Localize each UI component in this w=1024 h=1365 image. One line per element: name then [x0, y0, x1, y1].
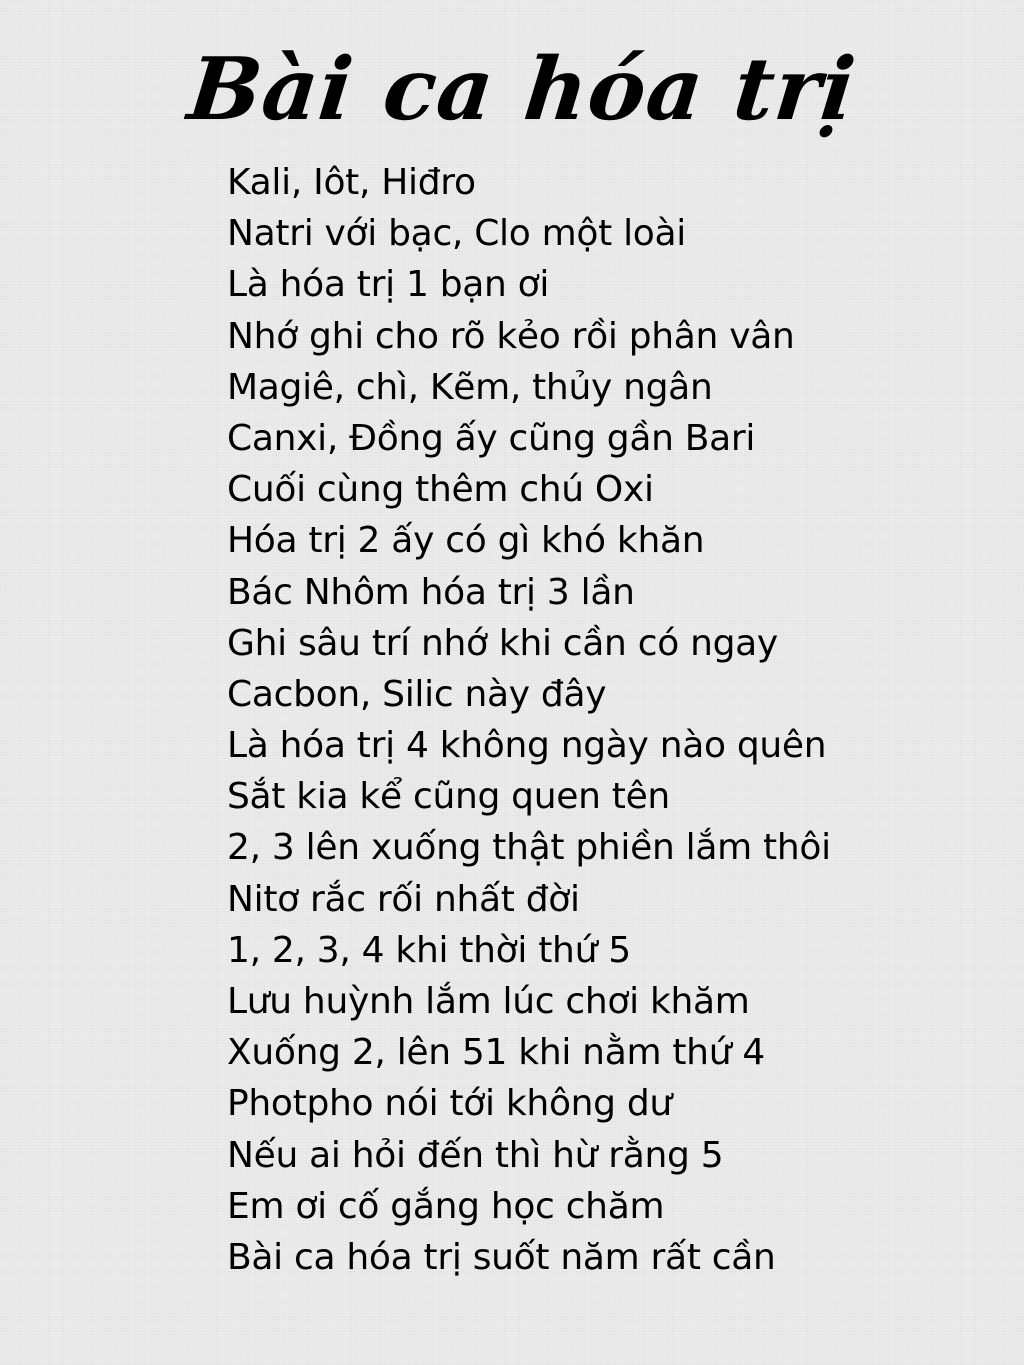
poem-line: Cacbon, Silic này đây: [227, 673, 607, 715]
poem-line: 1, 2, 3, 4 khi thời thứ 5: [227, 929, 631, 971]
poem-line: Là hóa trị 1 bạn ơi: [227, 264, 550, 306]
poem-line: Xuống 2, lên 51 khi nằm thứ 4: [227, 1032, 765, 1074]
poem-line: Em ơi cố gắng học chăm: [227, 1185, 665, 1227]
poem-line: Kali, Iôt, Hiđro: [227, 162, 476, 203]
poem-line: Cuối cùng thêm chú Oxi: [227, 469, 654, 511]
poem-line: Lưu huỳnh lắm lúc chơi khăm: [227, 981, 750, 1022]
poem-line: Nhớ ghi cho rõ kẻo rồi phân vân: [227, 315, 795, 357]
poem-line: Bài ca hóa trị suốt năm rất cần: [227, 1236, 776, 1278]
poem-line: Natri với bạc, Clo một loài: [227, 213, 686, 255]
poem-line: 2, 3 lên xuống thật phiền lắm thôi: [227, 827, 831, 869]
poem-line: Ghi sâu trí nhớ khi cần có ngay: [227, 622, 778, 664]
poem-body: [227, 157, 831, 1283]
poem-line: Là hóa trị 4 không ngày nào quên: [227, 725, 827, 767]
poem-line: Hóa trị 2 ấy có gì khó khăn: [227, 520, 705, 562]
poem-line: Sắt kia kể cũng quen tên: [227, 776, 670, 818]
poem-line: Photpho nói tới không dư: [227, 1083, 672, 1125]
page-title: Bài ca hóa trị: [183, 39, 861, 140]
poem-line: Canxi, Đồng ấy cũng gần Bari: [227, 417, 756, 459]
poem-line: Nếu ai hỏi đến thì hừ rằng 5: [227, 1134, 724, 1176]
poem-line: Nitơ rắc rối nhất đời: [227, 878, 580, 920]
poem-line: Magiê, chì, Kẽm, thủy ngân: [227, 366, 713, 408]
poem-line: Bác Nhôm hóa trị 3 lần: [227, 571, 635, 613]
